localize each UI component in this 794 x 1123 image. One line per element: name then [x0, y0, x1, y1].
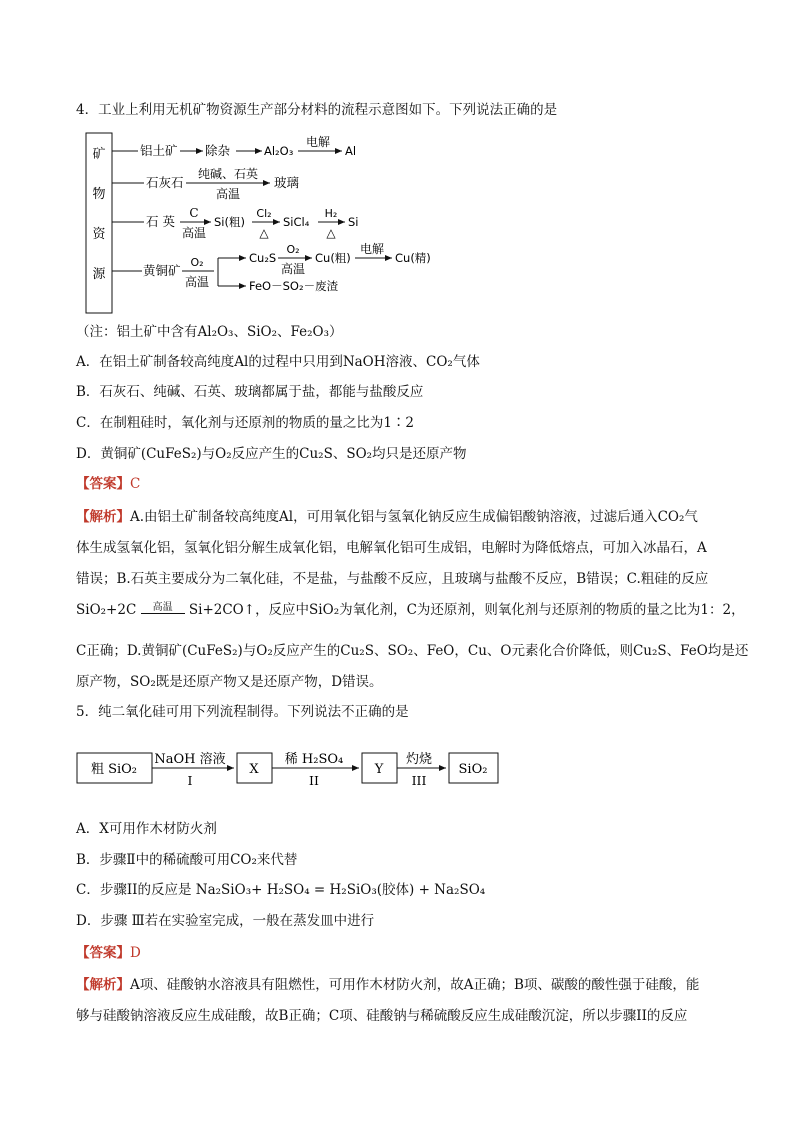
q4-analysis-label: 【解析】 [76, 509, 130, 525]
q5-flow-diagram [0, 745, 794, 805]
q5-answer-label: 【答案】 [76, 945, 130, 961]
q4-stem: 4．工业上利用无机矿物资源生产部分材料的流程示意图如下。下列说法正确的是 [76, 102, 558, 118]
row2-cond-top: 纯碱、石英 [197, 167, 259, 181]
q5-option-d: D．步骤 Ⅲ若在实验室完成，一般在蒸发皿中进行 [76, 913, 375, 929]
row1-start: 铝土矿 [140, 143, 178, 158]
flow-box-2-text: X [249, 762, 259, 777]
q4-note: （注：铝土矿中含有Al₂O₃、SiO₂、Fe₂O₃） [76, 324, 343, 340]
q4-analysis-line-6: 原产物，SO₂既是还原产物又是还原产物，D错误。 [76, 674, 383, 690]
source-char-3: 资 [92, 227, 106, 242]
flow-box-3-text: Y [374, 762, 384, 777]
row3-c2-top: Cl₂ [256, 207, 272, 220]
q5-analysis-line-1: 【解析】A项、硅酸钠水溶液具有阻燃性，可用作木材防火剂，故A正确；B项、碳酸的酸性强于硅酸，能 [76, 977, 700, 993]
flow-a3-top: 灼烧 [405, 752, 433, 767]
q5-answer [76, 943, 141, 963]
row3-c1-top: C [189, 206, 199, 220]
q4-answer [76, 474, 140, 494]
flow-box-1-text: 粗 SiO₂ [90, 762, 138, 777]
row2-end: 玻璃 [274, 175, 300, 190]
q5-option-b: B．步骤Ⅱ中的稀硫酸可用CO₂来代替 [76, 852, 298, 868]
q4-analysis-line-1: 【解析】A.由铝土矿制备较高纯度Al，可用氧化铝与氢氧化钠反应生成偏铝酸钠溶液，过滤后通入CO₂气 [76, 509, 698, 525]
q5-analysis-line-2: 够与硅酸钠溶液反应生成硅酸，故B正确；C项、硅酸钠与稀硫酸反应生成硅酸沉淀，所以步骤II的反应 [76, 1008, 688, 1024]
row1-step: 除杂 [205, 143, 231, 158]
row3-mid1: Si(粗) [214, 215, 245, 229]
eq-left: SiO₂+2C [76, 602, 137, 618]
row4-branch1-c-bottom: 高温 [280, 262, 306, 276]
row3-mid2: SiCl₄ [283, 215, 310, 229]
flow-a2-top: 稀 H₂SO₄ [284, 752, 344, 767]
row3-c3-bottom: △ [326, 226, 336, 240]
source-char-2: 物 [92, 187, 106, 202]
q4-answer-label: 【答案】 [76, 476, 130, 492]
row1-cond: 电解 [305, 135, 331, 149]
row2-start: 石灰石 [146, 175, 184, 190]
flow-box-4-text: SiO₂ [458, 762, 488, 777]
source-char-4: 源 [92, 267, 106, 282]
q4-analysis-line-3: 错误；B.石英主要成分为二氧化硅，不是盐，与盐酸不反应，且玻璃与盐酸不反应，B错误；C.粗硅的反应 [76, 571, 709, 587]
row4-branch1-end: Cu(精) [395, 251, 431, 265]
row3-end: Si [348, 215, 359, 229]
flow-a3-bottom: III [411, 773, 427, 788]
q4-option-d: D．黄铜矿(CuFeS₂)与O₂反应产生的Cu₂S、SO₂均只是还原产物 [76, 446, 467, 462]
row4-branch1-b: Cu(粗) [315, 251, 351, 265]
row3-start: 石 英 [146, 214, 175, 229]
row3-c2-bottom: △ [259, 226, 269, 240]
row3-c1-bottom: 高温 [181, 226, 207, 240]
row4-branch1-c-top: O₂ [286, 243, 300, 256]
flow-a2-bottom: II [309, 773, 319, 788]
q5-analysis-label: 【解析】 [76, 977, 130, 993]
q4-option-a: A．在铝土矿制备较高纯度Al的过程中只用到NaOH溶液、CO₂气体 [76, 354, 480, 370]
q5-option-c: C．步骤II的反应是 Na₂SiO₃+ H₂SO₄ = H₂SiO₃(胶体) + Na₂SO₄ [76, 882, 486, 898]
row1-mid: Al₂O₃ [264, 144, 294, 158]
eq-right: Si+2CO↑ [188, 602, 256, 618]
flow-a1-bottom: I [187, 773, 193, 788]
q4-analysis-line-2: 体生成氢氧化铝，氢氧化铝分解生成氧化铝，电解氧化铝可生成铝，电解时为降低熔点，可加入冰晶石，A [76, 540, 707, 556]
row3-c3-top: H₂ [324, 207, 338, 220]
q5-option-a: A．X可用作木材防火剂 [76, 821, 217, 837]
source-char-1: 矿 [92, 147, 106, 162]
q5-answer-value: D [130, 945, 141, 961]
q4-answer-value: C [130, 476, 141, 492]
row4-c1-bottom: 高温 [184, 275, 210, 289]
q4-flow-diagram [0, 125, 794, 325]
row2-cond-bottom: 高温 [215, 187, 241, 201]
q4-option-c: C．在制粗硅时，氧化剂与还原剂的物质的量之比为1∶2 [76, 415, 415, 431]
row1-end: Al [345, 144, 357, 158]
q4-option-b: B．石灰石、纯碱、石英、玻璃都属于盐，都能与盐酸反应 [76, 384, 424, 400]
q5-stem: 5．纯二氧化硅可用下列流程制得。下列说法不正确的是 [76, 704, 409, 720]
row4-branch1-a: Cu₂S [249, 251, 277, 265]
row4-branch2: FeO－SO₂－废渣 [249, 279, 339, 293]
row4-start: 黄铜矿 [143, 263, 181, 278]
q4-analysis-line-4: SiO₂+2C 高温 Si+2CO↑，反应中SiO₂为氧化剂，C为还原剂，则氧化剂与还原剂的物质的量之比为1：2， [76, 602, 745, 618]
row4-c1-top: O₂ [190, 256, 204, 269]
q4-analysis-line-5: C正确；D.黄铜矿(CuFeS₂)与O₂反应产生的Cu₂S、SO₂、FeO，Cu、O元素化合价降低，则Cu₂S、FeO均是还 [76, 643, 749, 659]
flow-a1-top: NaOH 溶液 [154, 752, 226, 767]
eq-cond: 高温 [141, 603, 185, 614]
row4-branch1-c2-top: 电解 [359, 242, 385, 256]
